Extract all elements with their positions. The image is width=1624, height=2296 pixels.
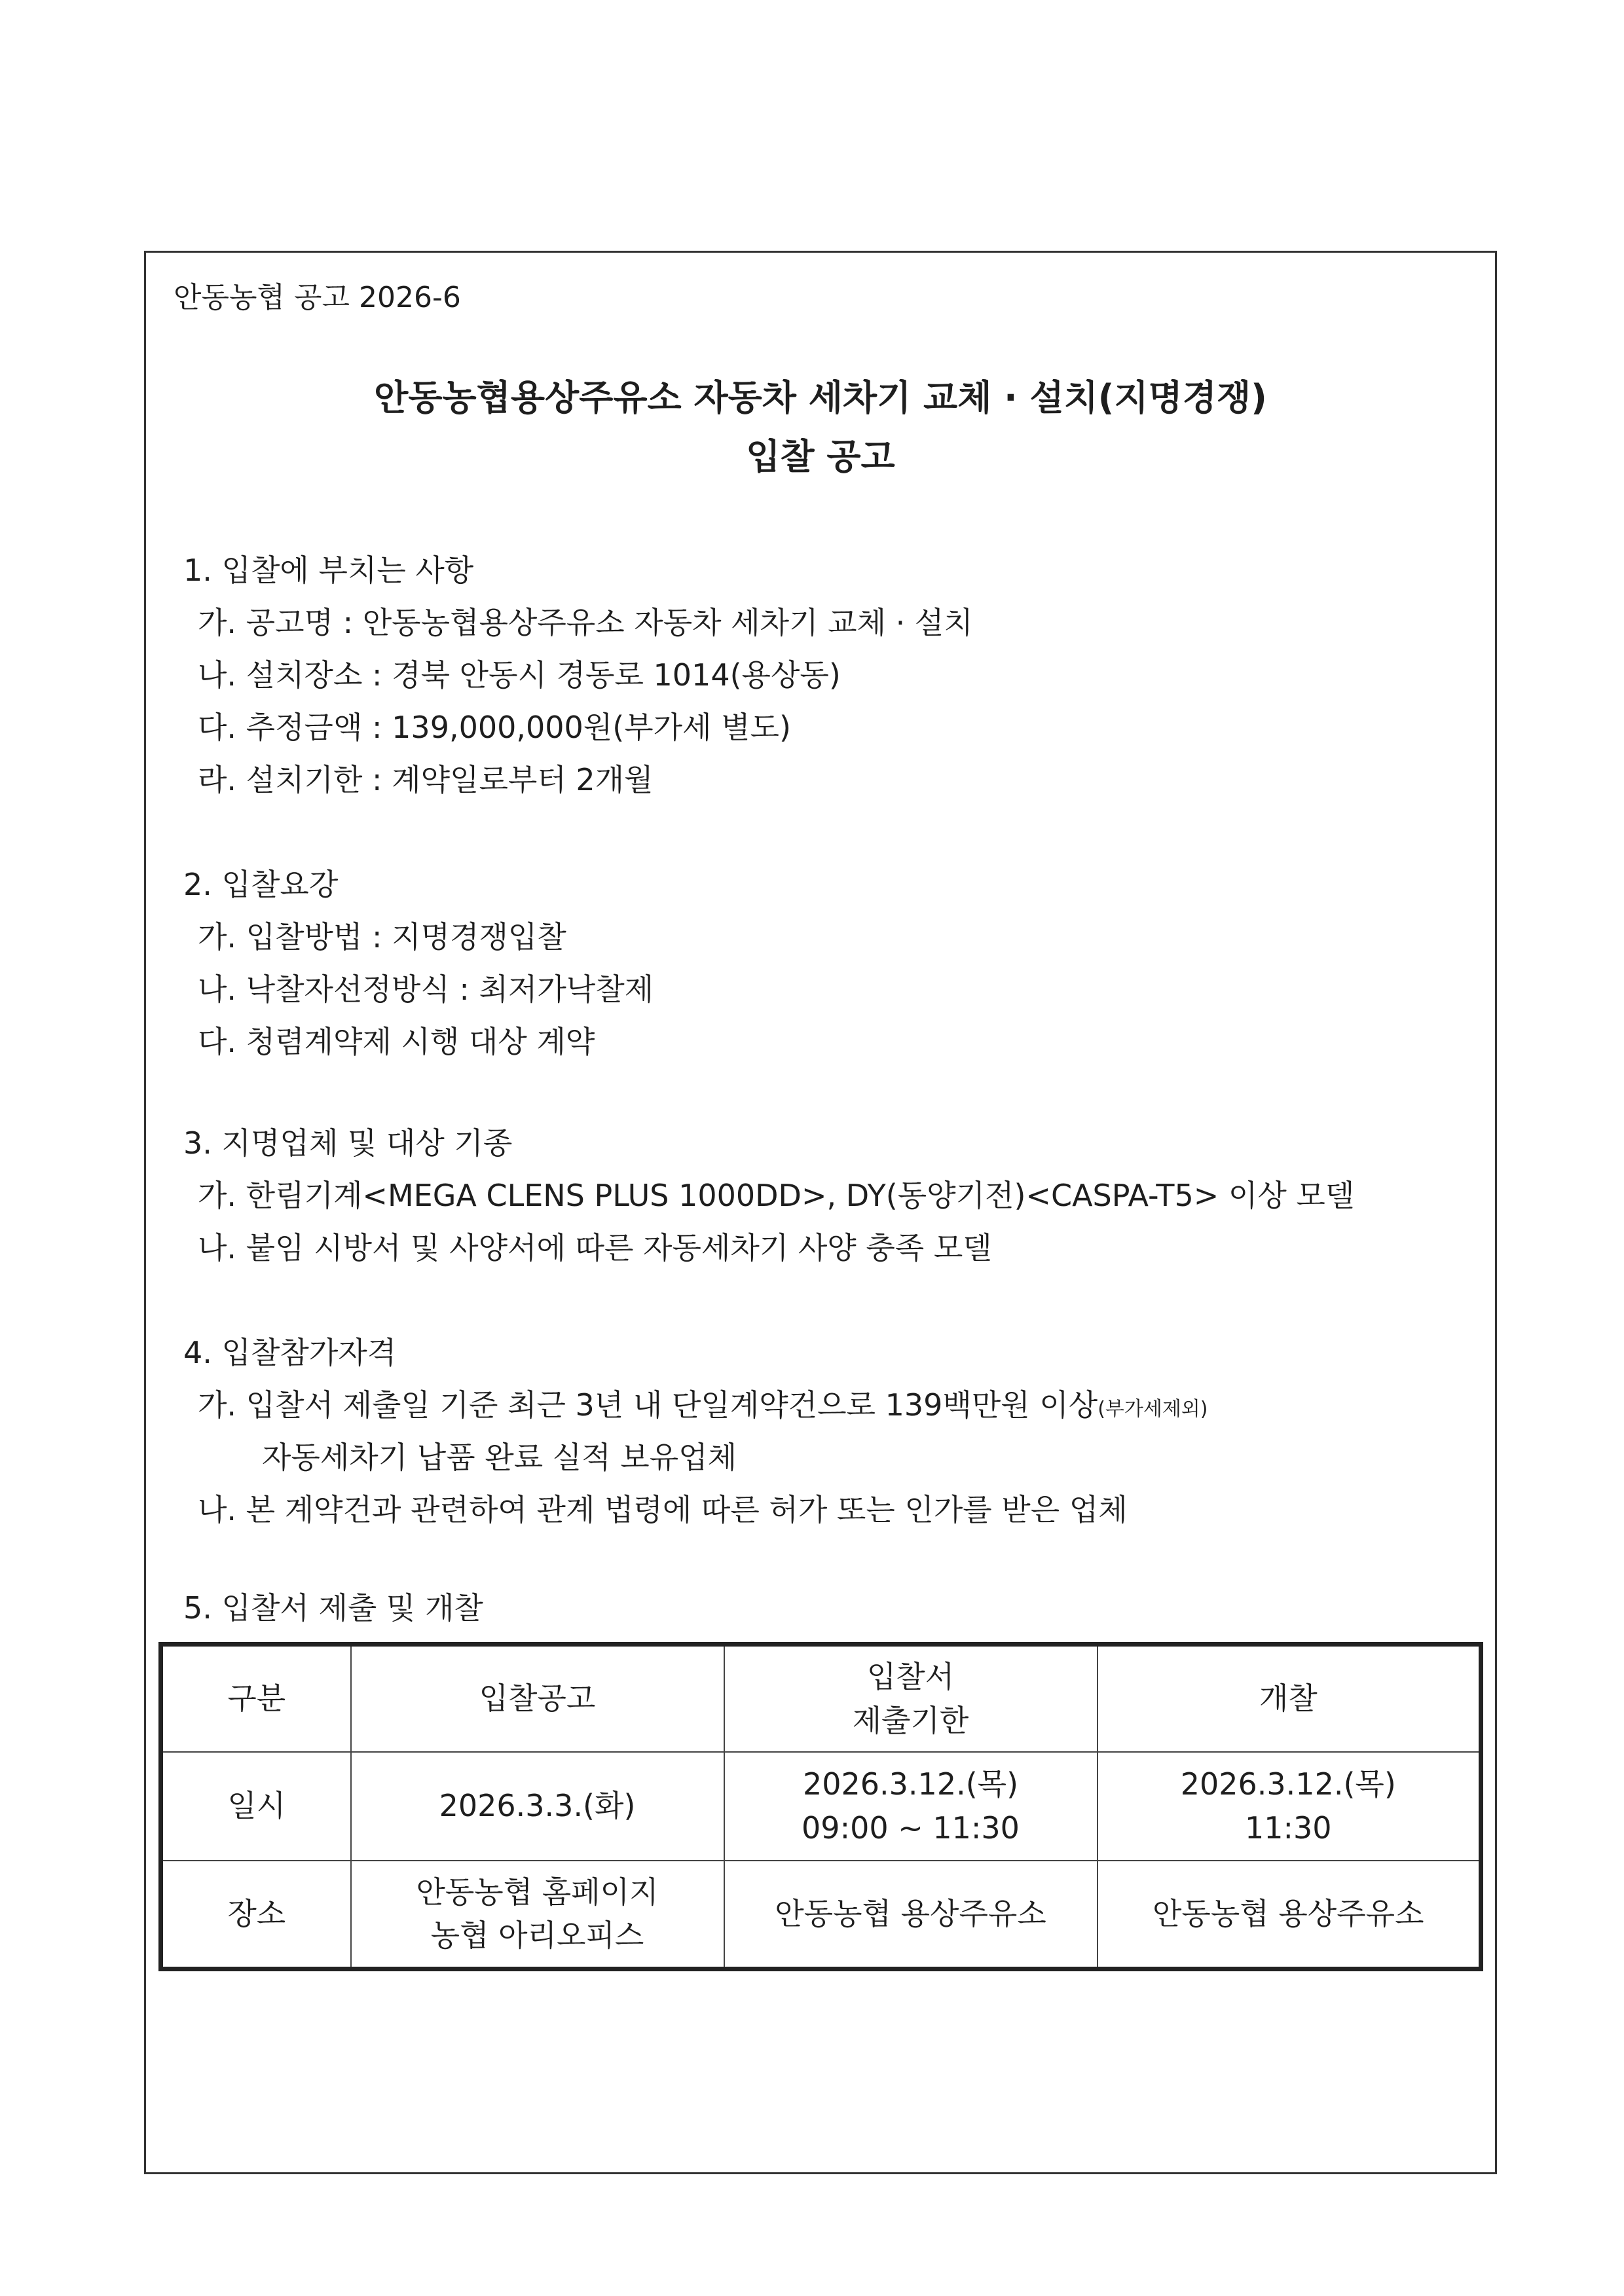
header-deadline (724, 1645, 1098, 1752)
header-notice: 입찰공고 (351, 1645, 724, 1752)
section1-item: 라. 설치기한 : 계약일로부터 2개월 (198, 762, 654, 797)
header-category: 구분 (161, 1645, 351, 1752)
table-row-datetime (161, 1752, 1481, 1861)
cell-deadline-time: 09:00 ~ 11:30 (802, 1810, 1020, 1846)
section4-item-a (198, 1381, 1208, 1425)
section1-heading: 1. 입찰에 부치는 사항 (183, 553, 474, 588)
section4-item-a-note: (부가세제외) (1098, 1398, 1208, 1421)
section4-item-a-continuation: 자동세차기 납품 완료 실적 보유업체 (262, 1440, 737, 1475)
section1-item: 나. 설치장소 : 경북 안동시 경동로 1014(용상동) (198, 657, 841, 693)
header-deadline-line2: 제출기한 (852, 1702, 969, 1738)
section5-heading: 5. 입찰서 제출 및 개찰 (183, 1590, 483, 1626)
cell-notice-place-line2: 농협 아리오피스 (430, 1918, 644, 1954)
section2-item: 나. 낙찰자선정방식 : 최저가낙찰제 (198, 972, 654, 1007)
cell-deadline-date (724, 1752, 1098, 1861)
cell-opening-date-line1: 2026.3.12.(목) (1180, 1766, 1396, 1802)
section3-item: 가. 한림기계<MEGA CLENS PLUS 1000DD>, DY(동양기전)<CASPA-T5> 이상 모델 (198, 1178, 1355, 1213)
cell-notice-place (351, 1861, 724, 1969)
header-deadline-line1: 입찰서 (866, 1659, 955, 1695)
bid-schedule-table (158, 1642, 1483, 1971)
section4-item-a-text: 가. 입찰서 제출일 기준 최근 3년 내 단일계약건으로 139백만원 이상 (198, 1387, 1098, 1423)
notice-number: 안동농협 공고 2026-6 (174, 281, 461, 314)
section3-item: 나. 붙임 시방서 및 사양서에 따른 자동세차기 사양 충족 모델 (198, 1230, 992, 1266)
page-subtitle: 입찰 공고 (746, 436, 895, 477)
section3-heading: 3. 지명업체 및 대상 기종 (183, 1125, 513, 1161)
cell-deadline-date-line1: 2026.3.12.(목) (802, 1766, 1019, 1802)
section4-item-b: 나. 본 계약건과 관련하여 관계 법령에 따른 허가 또는 인가를 받은 업체 (198, 1492, 1128, 1527)
cell-opening-time: 11:30 (1244, 1810, 1332, 1846)
cell-opening-date (1098, 1752, 1481, 1861)
cell-deadline-place: 안동농협 용상주유소 (724, 1861, 1098, 1969)
section2-item: 다. 청렴계약제 시행 대상 계약 (198, 1024, 595, 1059)
cell-notice-place-line1: 안동농협 홈페이지 (416, 1874, 659, 1910)
cell-opening-place: 안동농협 용상주유소 (1098, 1861, 1481, 1969)
page-title: 안동농협용상주유소 자동차 세차기 교체 · 설치(지명경쟁) (374, 377, 1267, 418)
section4-heading: 4. 입찰참가자격 (183, 1335, 397, 1370)
section2-heading: 2. 입찰요강 (183, 867, 339, 902)
table-header-row (161, 1645, 1481, 1752)
row-label-place: 장소 (161, 1861, 351, 1969)
header-opening: 개찰 (1098, 1645, 1481, 1752)
section2-item: 가. 입찰방법 : 지명경쟁입찰 (198, 919, 566, 955)
table-row-place (161, 1861, 1481, 1969)
cell-notice-date: 2026.3.3.(화) (351, 1752, 724, 1861)
section1-item: 가. 공고명 : 안동농협용상주유소 자동차 세차기 교체 · 설치 (198, 605, 973, 640)
section1-item: 다. 추정금액 : 139,000,000원(부가세 별도) (198, 710, 791, 745)
row-label-datetime: 일시 (161, 1752, 351, 1861)
